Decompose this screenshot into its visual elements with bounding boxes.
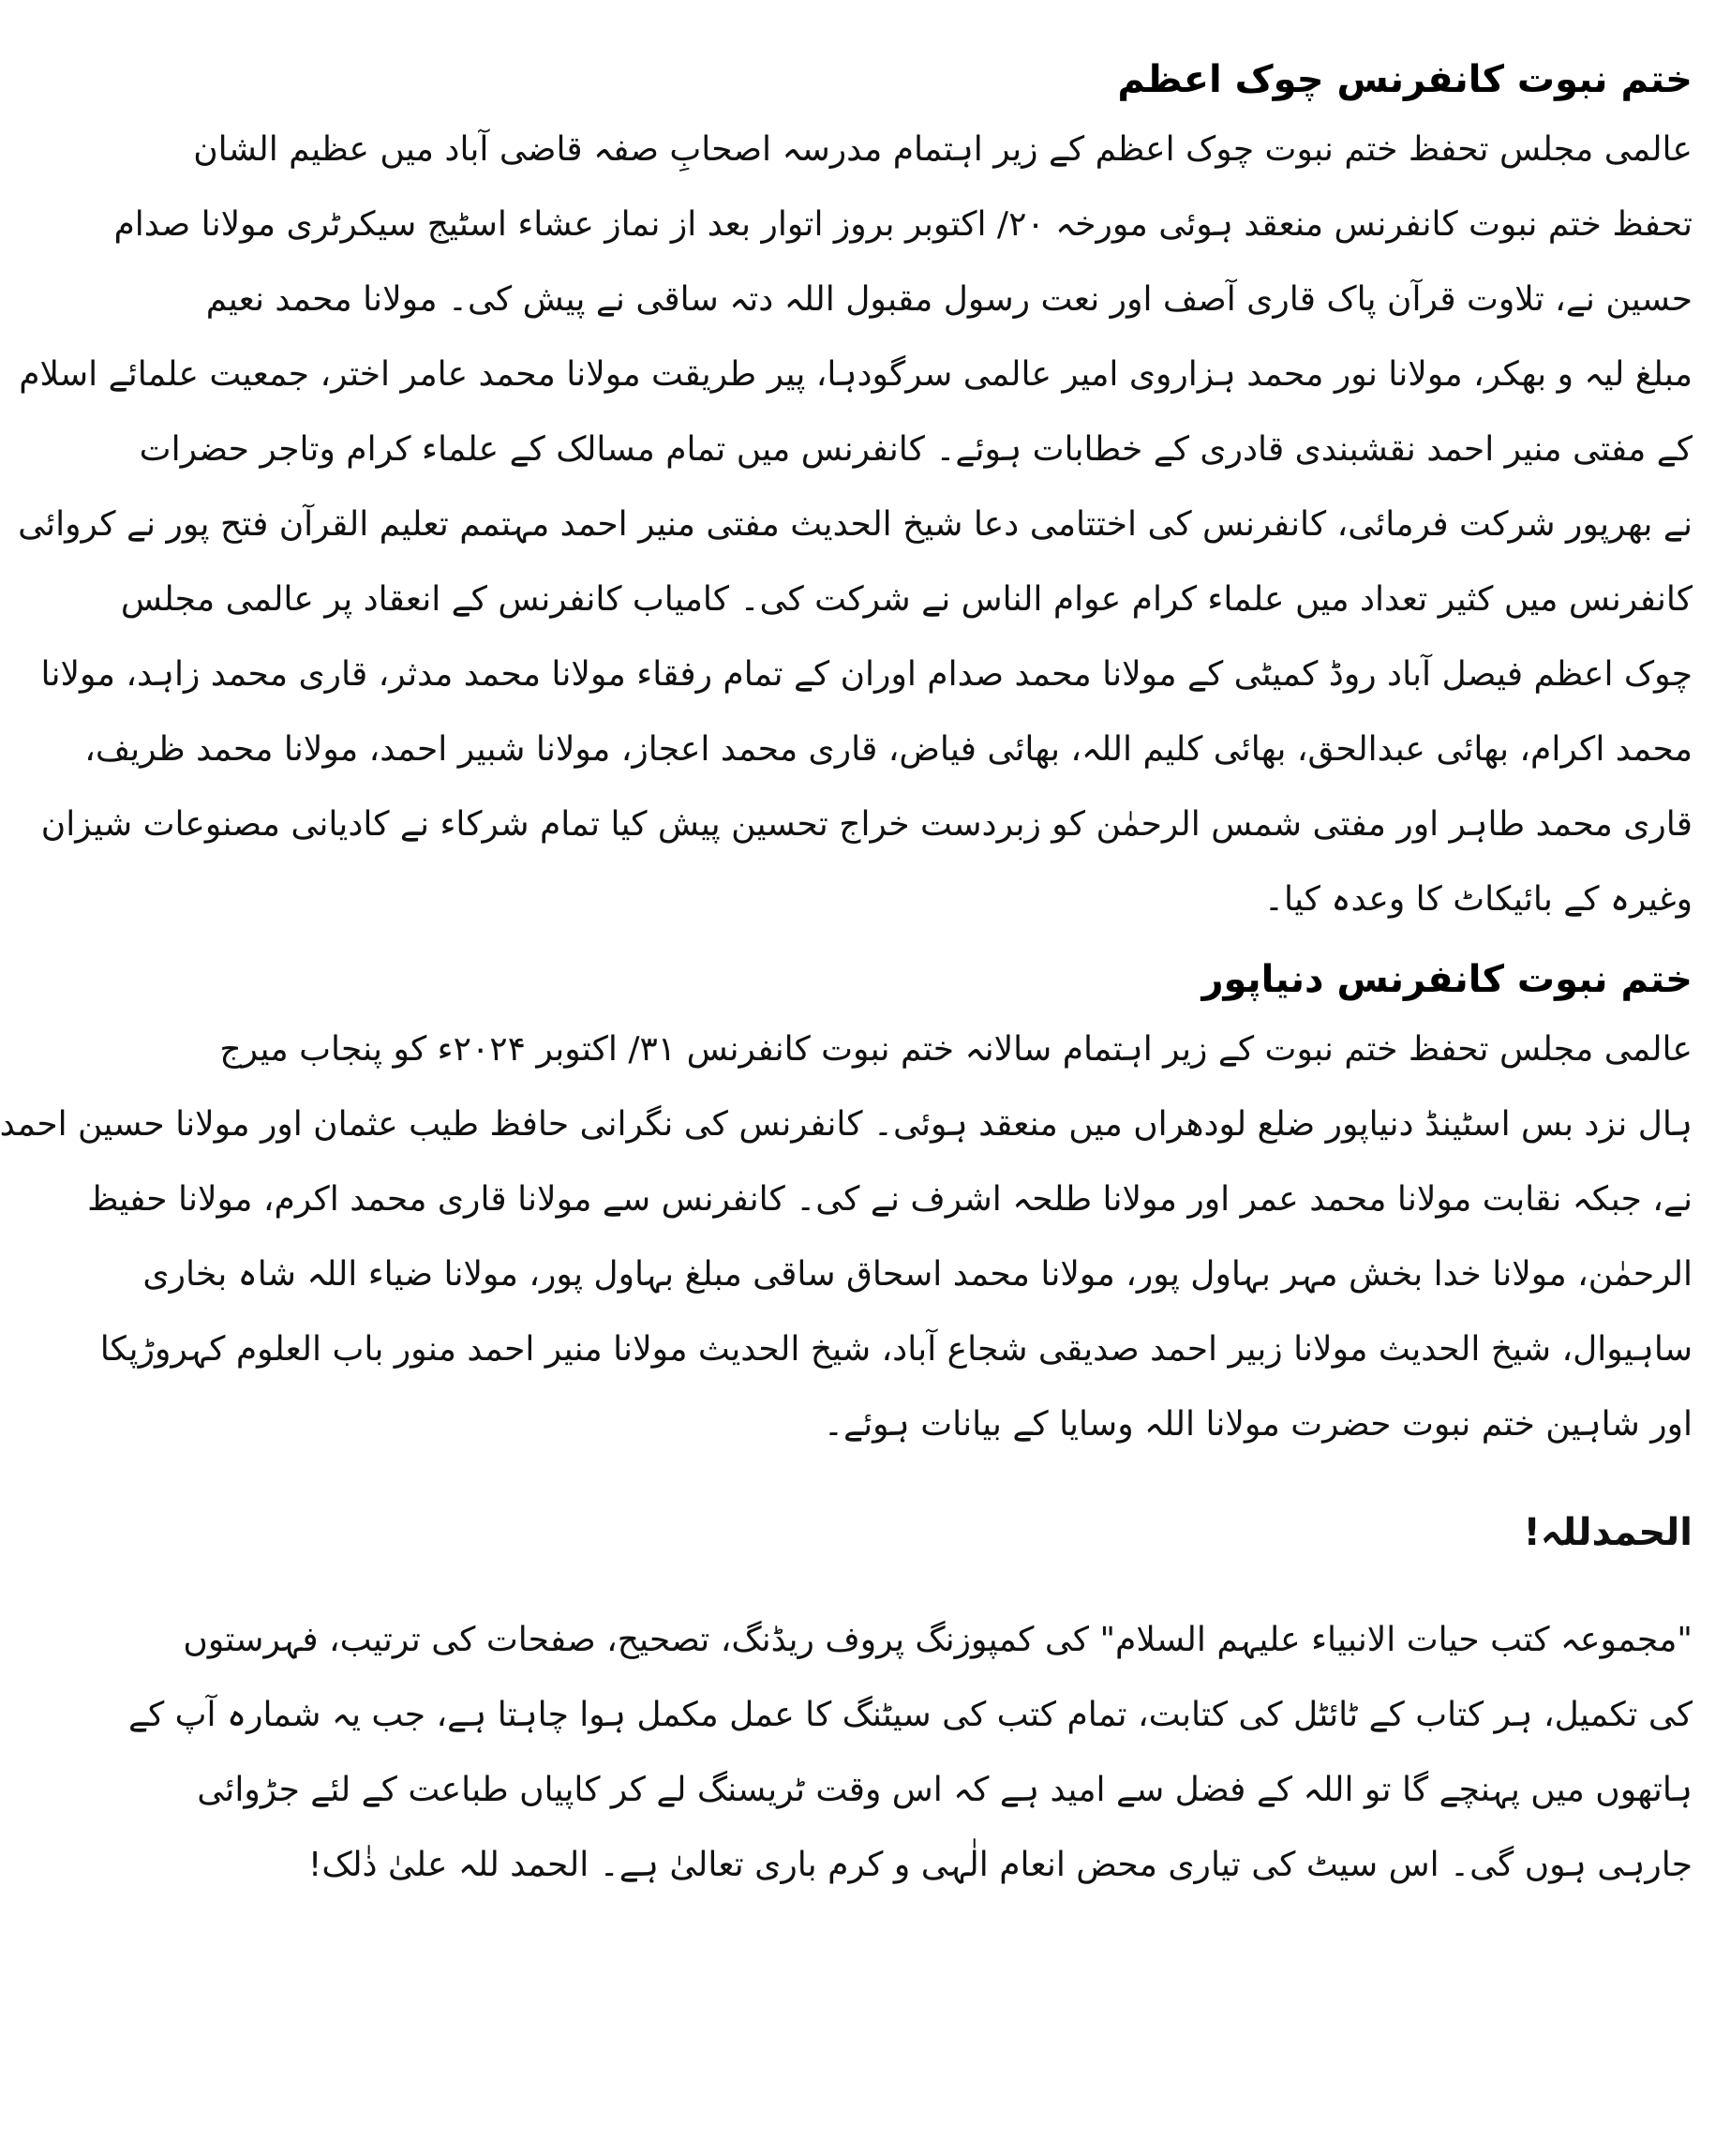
- paragraph-line: کی تکمیل، ہر کتاب کے ٹائٹل کی کتابت، تمام کتب کی سیٹنگ کا عمل مکمل ہوا چاہتا ہے، جب یہ شمارہ آپ کے: [127, 1696, 1693, 1734]
- paragraph-line: تحفظ ختم نبوت کانفرنس منعقد ہوئی مورخہ ۲۰/ اکتوبر بروز اتوار بعد از نماز عشاء اسٹیج سیکرٹری مولانا صدام: [113, 205, 1693, 244]
- paragraph-line: الرحمٰن، مولانا خدا بخش مہر بہاول پور، مولانا محمد اسحاق ساقی مبلغ بہاول پور، مولانا ضیاء اللہ شاہ بخاری: [142, 1255, 1693, 1294]
- paragraph-line: نے بھرپور شرکت فرمائی، کانفرنس کی اختتامی دعا شیخ الحدیث مفتی منیر احمد مہتمم تعلیم القرآن فتح پور نے کروائی: [18, 505, 1693, 544]
- paragraph-line: جارہی ہوں گی۔ اس سیٹ کی تیاری محض انعام الٰہی و کرم باری تعالیٰ ہے۔ الحمد للہ علیٰ ذٰلک!: [307, 1846, 1693, 1884]
- paragraph-line: ساہیوال، شیخ الحدیث مولانا زبیر احمد صدیقی شجاع آباد، شیخ الحدیث مولانا منیر احمد منور باب العلوم کہروڑپکا: [99, 1330, 1693, 1369]
- section-khatm-nabuwat-chowk-azam: [18, 47, 1693, 937]
- paragraph-line: مبلغ لیہ و بھکر، مولانا نور محمد ہزاروی امیر عالمی سرگودہا، پیر طریقت مولانا محمد عامر اختر، جمعیت علمائے اسلام: [19, 355, 1693, 394]
- paragraph-line: محمد اکرام، بھائی عبدالحق، بھائی کلیم اللہ، بھائی فیاض، قاری محمد اعجاز، مولانا شبیر احمد، مولانا محمد ظریف،: [84, 730, 1693, 769]
- paragraph-line: "مجموعہ کتب حیات الانبیاء علیہم السلام" کی کمپوزنگ پروف ریڈنگ، تصحیح، صفحات کی ترتیب، فہرستوں: [183, 1621, 1693, 1659]
- paragraph-line: اور شاہین ختم نبوت حضرت مولانا اللہ وسایا کے بیانات ہوئے۔: [823, 1405, 1693, 1444]
- paragraph-line: قاری محمد طاہر اور مفتی شمس الرحمٰن کو زبردست خراج تحسین پیش کیا تمام شرکاء نے کادیانی مصنوعات شیزان: [40, 805, 1693, 844]
- paragraph-line: وغیرہ کے بائیکاٹ کا وعدہ کیا۔: [1263, 880, 1693, 919]
- paragraph-line: کے مفتی منیر احمد نقشبندی قادری کے خطابات ہوئے۔ کانفرنس میں تمام مسالک کے علماء کرام وتاجر حضرات: [139, 430, 1693, 469]
- paragraph-line: عالمی مجلس تحفظ ختم نبوت کے زیر اہتمام سالانہ ختم نبوت کانفرنس ۳۱/ اکتوبر ۲۰۲۴ء کو پنجاب میرج: [219, 1030, 1693, 1069]
- section-hayat-ul-anbiya-note: [127, 1603, 1693, 1903]
- paragraph-dunyapur: [0, 1012, 1693, 1462]
- paragraph-line: کانفرنس میں کثیر تعداد میں علماء کرام عوام الناس نے شرکت کی۔ کامیاب کانفرنس کے انعقاد پر عالمی مجلس: [120, 580, 1693, 619]
- alhamdulillah-heading: الحمدللہ!: [1523, 1511, 1693, 1554]
- section-title-dunyapur: ختم نبوت کانفرنس دنیاپور: [1201, 958, 1693, 1001]
- paragraph-line: نے، جبکہ نقابت مولانا محمد عمر اور مولانا طلحہ اشرف نے کی۔ کانفرنس سے مولانا قاری محمد اکرم، مولانا حفیظ: [87, 1180, 1693, 1219]
- paragraph-line: ہاتھوں میں پہنچے گا تو اللہ کے فضل سے امید ہے کہ اس وقت ٹریسنگ لے کر کاپیاں طباعت کے لئے جڑوائی: [197, 1771, 1693, 1809]
- section-khatm-nabuwat-dunyapur: [0, 947, 1693, 1462]
- paragraph-line: ہال نزد بس اسٹینڈ دنیاپور ضلع لودھراں میں منعقد ہوئی۔ کانفرنس کی نگرانی حافظ طیب عثمان اور مولانا حسین احمد: [0, 1105, 1693, 1144]
- paragraph-chowk-azam: [18, 112, 1693, 937]
- paragraph-line: حسین نے، تلاوت قرآن پاک قاری آصف اور نعت رسول مقبول اللہ دتہ ساقی نے پیش کی۔ مولانا محمد نعیم: [205, 280, 1693, 319]
- section-title-chowk-azam: ختم نبوت کانفرنس چوک اعظم: [1117, 58, 1693, 101]
- paragraph-line: عالمی مجلس تحفظ ختم نبوت چوک اعظم کے زیر اہتمام مدرسہ اصحابِ صفہ قاضی آباد میں عظیم الشان: [193, 130, 1693, 169]
- paragraph-line: چوک اعظم فیصل آباد روڈ کمیٹی کے مولانا محمد صدام اوران کے تمام رفقاء مولانا محمد مدثر، قاری محمد زاہد، مولانا: [40, 655, 1693, 694]
